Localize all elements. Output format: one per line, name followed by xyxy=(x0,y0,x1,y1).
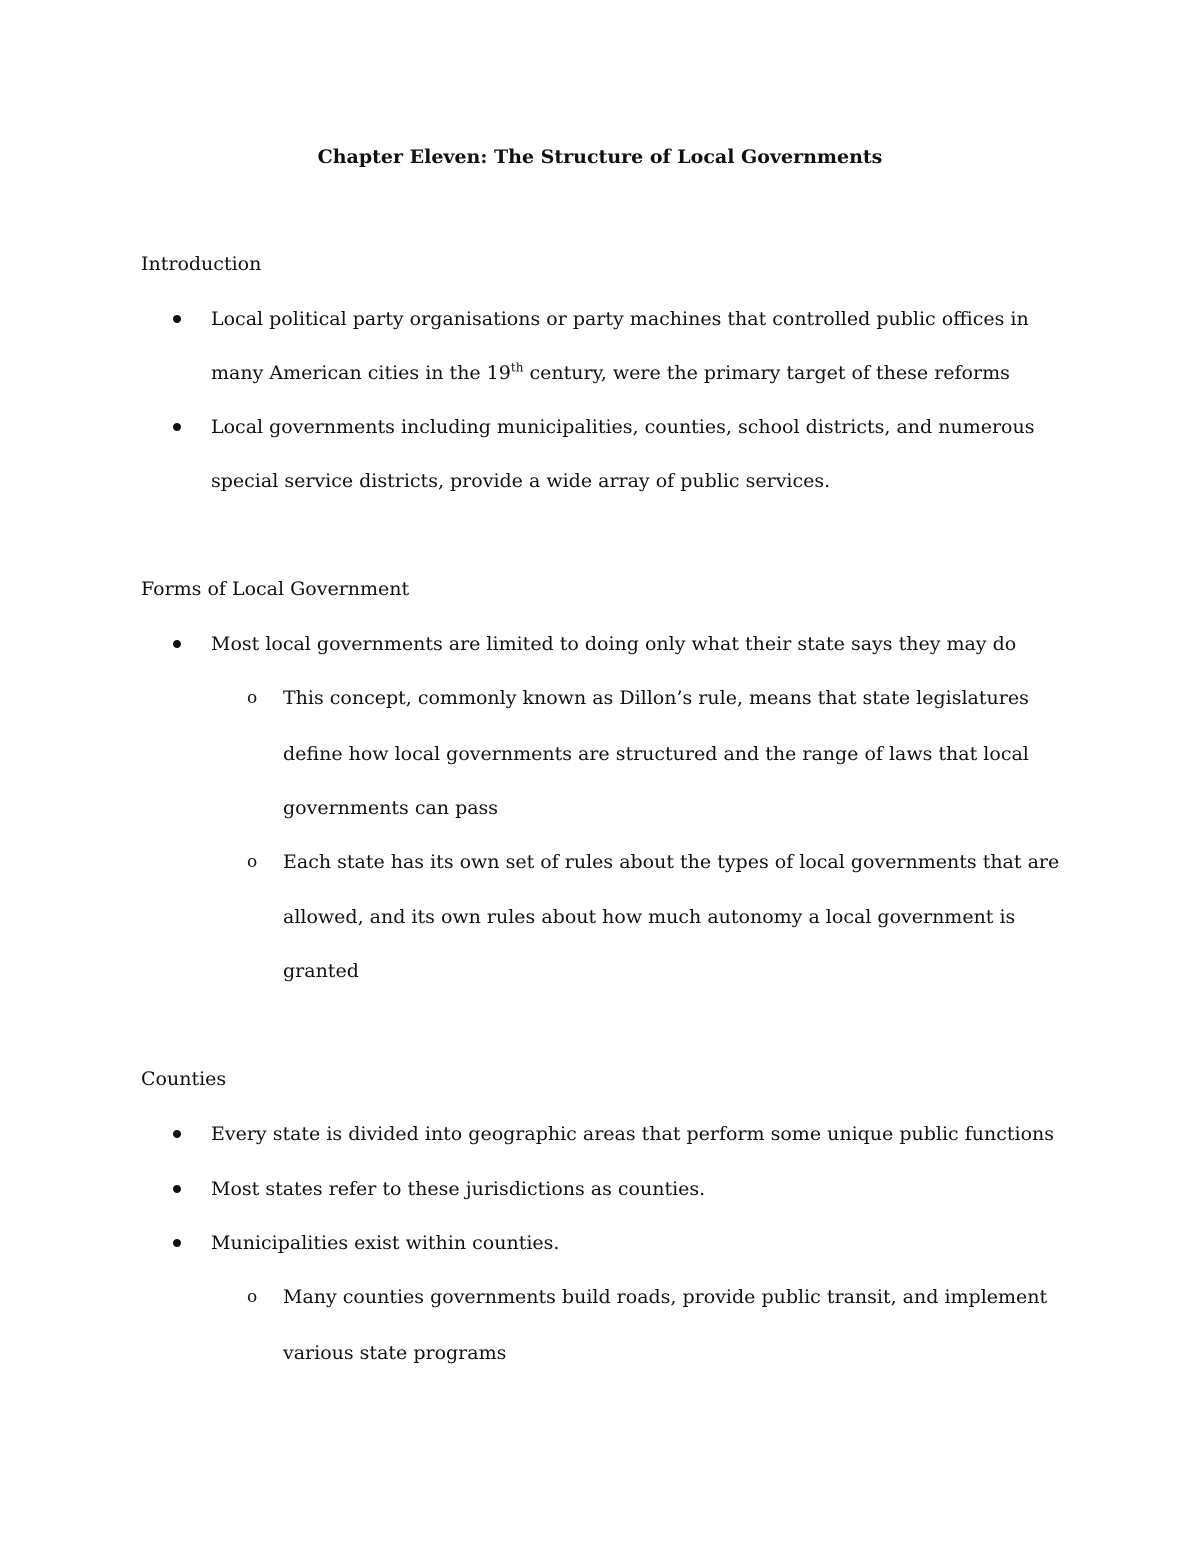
list-item-text: Most local governments are limited to doing only what their state says they may do xyxy=(211,633,1017,655)
sub-list-item-text: various state programs xyxy=(283,1342,507,1364)
sub-list-item-text: Each state has its own set of rules about the types of local governments that are xyxy=(283,851,1060,873)
bullet-icon xyxy=(173,1130,181,1138)
superscript-text: th xyxy=(510,360,524,375)
sub-list-item-text: define how local governments are structured and the range of laws that local xyxy=(283,743,1029,765)
list-item xyxy=(211,1120,1054,1148)
list-item-text: century, were the primary target of these reforms xyxy=(523,362,1010,384)
sub-list-item-continuation xyxy=(283,740,1029,768)
bullet-icon xyxy=(173,1185,181,1193)
sub-list-item xyxy=(247,684,1029,712)
list-item-continuation xyxy=(211,359,1010,387)
sub-list-item-continuation xyxy=(283,903,1015,931)
circle-bullet-icon: o xyxy=(247,688,258,708)
list-item-text: many American cities in the 19 xyxy=(211,362,511,384)
section-heading-introduction: Introduction xyxy=(141,253,262,275)
circle-bullet-icon: o xyxy=(247,1287,258,1307)
sub-list-item-continuation xyxy=(283,957,359,985)
list-item xyxy=(211,413,1035,441)
list-item xyxy=(211,305,1029,333)
sub-list-item-text: governments can pass xyxy=(283,797,499,819)
list-item-text: special service districts, provide a wide array of public services. xyxy=(211,470,831,492)
list-item-text: Every state is divided into geographic areas that perform some unique public functions xyxy=(211,1123,1055,1145)
sub-list-item xyxy=(247,1283,1048,1311)
sub-list-item-continuation xyxy=(283,794,498,822)
bullet-icon xyxy=(173,640,181,648)
list-item-continuation xyxy=(211,467,830,495)
section-heading-forms-of-local-government: Forms of Local Government xyxy=(141,578,410,600)
list-item xyxy=(211,1229,559,1257)
sub-list-item-text: This concept, commonly known as Dillon’s rule, means that state legislatures xyxy=(283,687,1029,709)
sub-list-item xyxy=(247,848,1060,876)
sub-list-item-text: granted xyxy=(283,960,359,982)
list-item-text: Municipalities exist within counties. xyxy=(211,1232,560,1254)
bullet-icon xyxy=(173,423,181,431)
sub-list-item-text: Many counties governments build roads, provide public transit, and implement xyxy=(283,1286,1048,1308)
sub-list-item-text: allowed, and its own rules about how much autonomy a local government is xyxy=(283,906,1016,928)
list-item xyxy=(211,1175,705,1203)
section-heading-counties: Counties xyxy=(141,1068,227,1090)
list-item-text: Local political party organisations or party machines that controlled public offices in xyxy=(211,308,1029,330)
list-item xyxy=(211,630,1016,658)
bullet-icon xyxy=(173,315,181,323)
document-title: Chapter Eleven: The Structure of Local Governments xyxy=(317,146,883,168)
list-item-text: Local governments including municipalities, counties, school districts, and numerous xyxy=(211,416,1035,438)
bullet-icon xyxy=(173,1239,181,1247)
sub-list-item-continuation xyxy=(283,1339,506,1367)
circle-bullet-icon: o xyxy=(247,852,258,872)
list-item-text: Most states refer to these jurisdictions as counties. xyxy=(211,1178,706,1200)
